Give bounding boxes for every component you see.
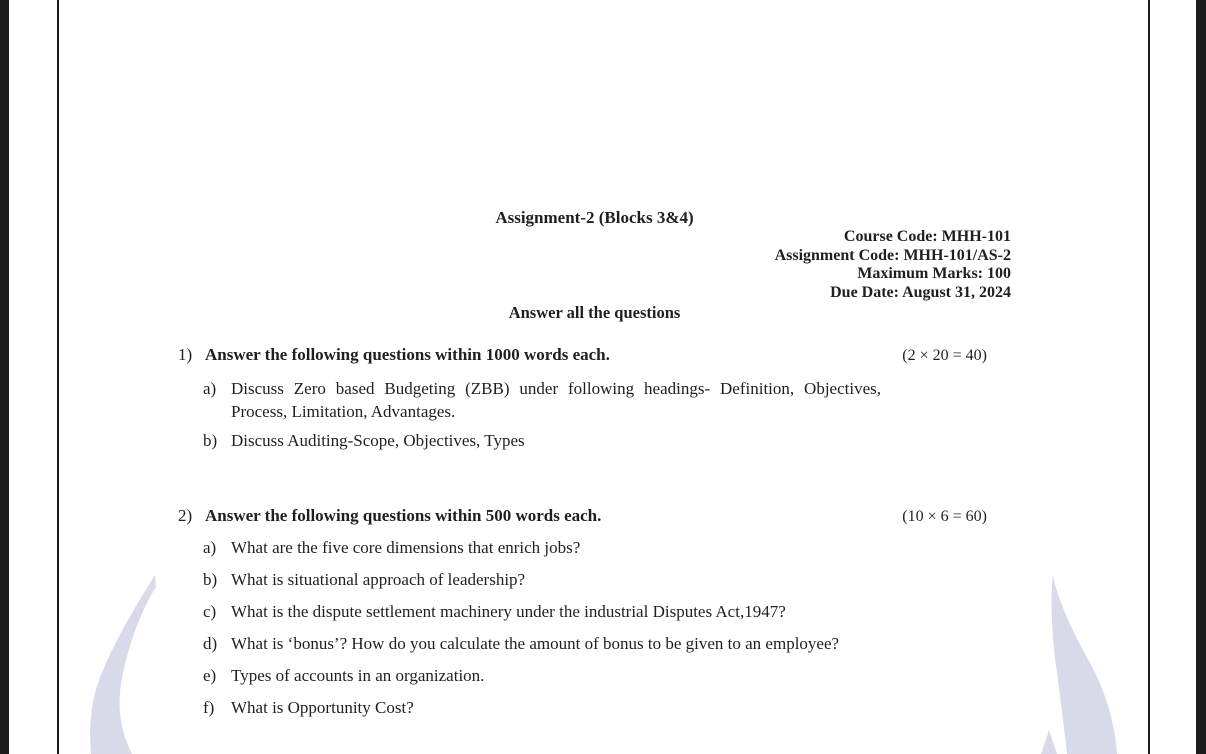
question-2a-row: [203, 538, 580, 558]
question-2b-label: b): [203, 570, 218, 589]
question-2e-row: [203, 666, 484, 686]
question-2b-text: What is situational approach of leadership?: [231, 570, 526, 589]
assignment-code-line: Assignment Code: MHH-101/AS-2: [774, 246, 1011, 264]
question-2f-row: [203, 698, 414, 718]
question-2f-label: f): [203, 698, 215, 717]
due-date-line: Due Date: August 31, 2024: [830, 284, 1011, 302]
question-2e-label: e): [203, 666, 217, 685]
question-1-number: 1): [178, 345, 193, 364]
question-1a-text: Discuss Zero based Budgeting (ZBB) under following headings- Definition, Objectives, Process, Limitation, Advantages.: [231, 379, 881, 421]
page-right-border: [1148, 0, 1150, 754]
assignment-meta: [775, 228, 1011, 303]
page-left-border: [57, 0, 59, 754]
question-2b-row: [203, 570, 525, 590]
question-2a-text: What are the five core dimensions that enrich jobs?: [231, 538, 581, 557]
question-1a-row: [203, 377, 881, 423]
question-2d-label: d): [203, 634, 218, 653]
question-1-row: [178, 345, 987, 365]
question-2-prompt: Answer the following questions within 500 words each.: [205, 506, 602, 525]
question-1b-row: [203, 431, 525, 451]
question-2c-row: [203, 602, 786, 622]
question-2a-label: a): [203, 538, 217, 557]
question-2c-label: c): [203, 602, 217, 621]
question-1b-text: Discuss Auditing-Scope, Objectives, Types: [231, 431, 525, 450]
left-dark-bar: [0, 0, 9, 754]
question-2-marks: (10 × 6 = 60): [902, 508, 987, 525]
question-2c-text: What is the dispute settlement machinery under the industrial Disputes Act,1947?: [231, 602, 786, 621]
question-1-marks: (2 × 20 = 40): [902, 347, 987, 364]
question-1-prompt: Answer the following questions within 1000 words each.: [205, 345, 610, 364]
question-2d-text: What is ‘bonus’? How do you calculate the amount of bonus to be given to an employee?: [231, 634, 840, 653]
watermark-swoosh-right-icon: [1035, 558, 1130, 754]
instruction-heading: Answer all the questions: [508, 303, 681, 322]
question-2e-text: Types of accounts in an organization.: [231, 666, 485, 685]
assignment-title: Assignment-2 (Blocks 3&4): [495, 208, 694, 227]
course-code-line: Course Code: MHH-101: [843, 228, 1011, 245]
question-2d-row: [203, 634, 839, 654]
right-dark-bar: [1196, 0, 1206, 754]
question-1b-label: b): [203, 431, 218, 450]
question-2f-text: What is Opportunity Cost?: [231, 698, 414, 717]
question-1a-label: a): [203, 379, 217, 398]
question-2-number: 2): [178, 506, 193, 525]
question-2-row: [178, 506, 987, 526]
maximum-marks-line: Maximum Marks: 100: [857, 265, 1011, 283]
